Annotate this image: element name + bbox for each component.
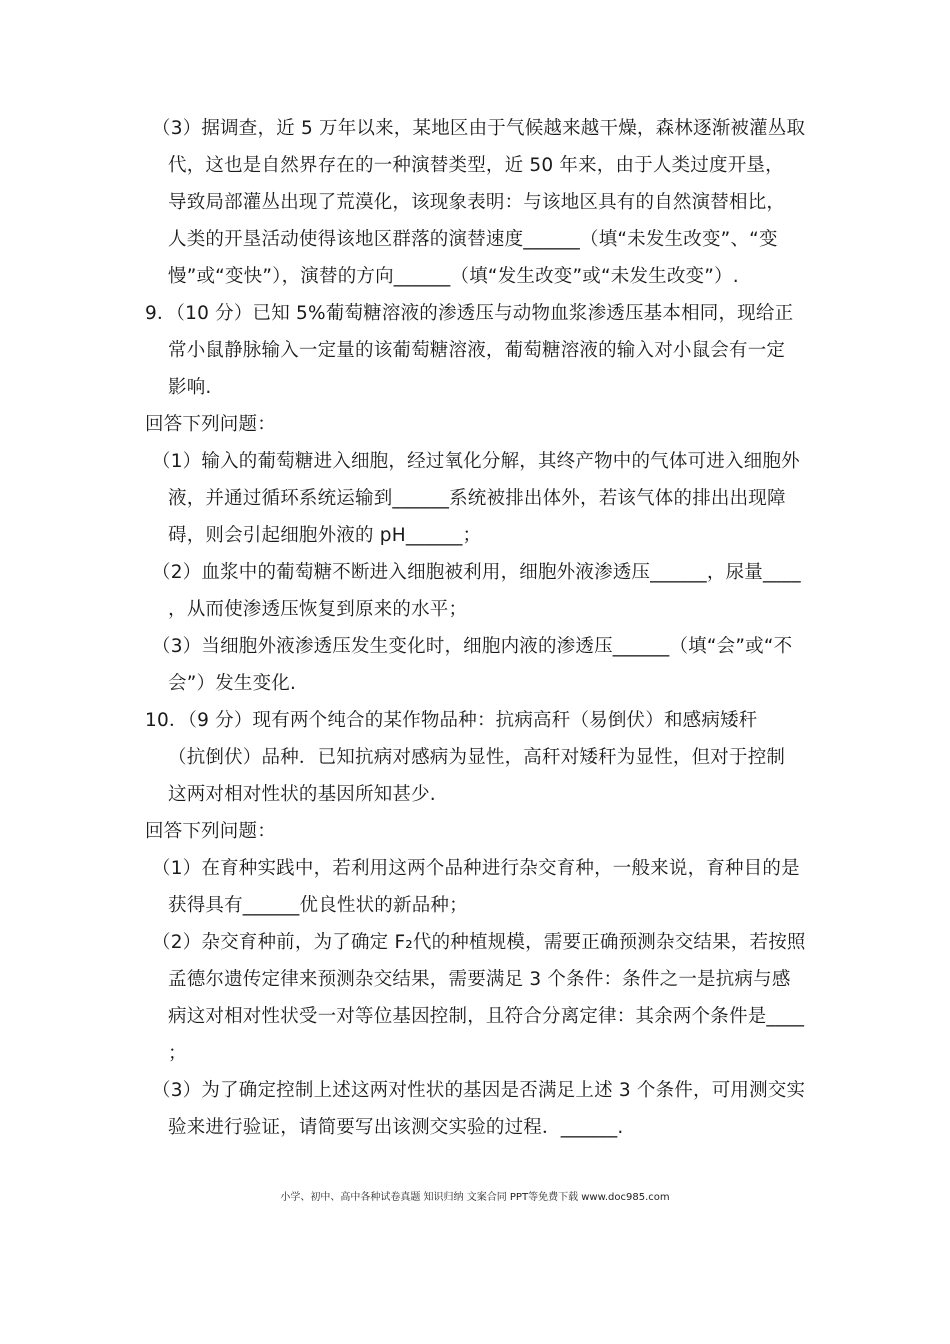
q10-part1-line2: 获得具有______优良性状的新品种； xyxy=(168,895,468,916)
q10-part3-line1: （3）为了确定控制上述这两对性状的基因是否满足上述 3 个条件，可用测交实 xyxy=(152,1080,806,1101)
q10-part2-line3: 病这对相对性状受一对等位基因控制，且符合分离定律：其余两个条件是____ xyxy=(168,1006,805,1027)
q9-part1-line2: 液，并通过循环系统运输到______系统被排出体外，若该气体的排出出现障 xyxy=(168,488,786,509)
q10-part1-line1: （1）在育种实践中，若利用这两个品种进行杂交育种，一般来说，育种目的是 xyxy=(152,858,800,879)
q10-part3-line2: 验来进行验证，请简要写出该测交实验的过程．______. xyxy=(168,1117,624,1138)
q9-answer-prompt: 回答下列问题： xyxy=(145,414,276,435)
q8-part3-line4: 人类的开垦活动使得该地区群落的演替速度______（填“未发生改变”、“变 xyxy=(168,229,778,250)
q8-part3-line1: （3）据调查，近 5 万年以来，某地区由于气候越来越干燥，森林逐渐被灌丛取 xyxy=(152,118,806,139)
q9-part1-line3: 碍，则会引起细胞外液的 pH______； xyxy=(168,525,482,546)
q9-stem-line3: 影响. xyxy=(168,377,212,398)
q10-stem-line3: 这两对相对性状的基因所知甚少. xyxy=(168,784,436,805)
q8-part3-line5: 慢”或“变快”），演替的方向______（填“发生改变”或“未发生改变”）. xyxy=(168,266,739,287)
q10-stem-line2: （抗倒伏）品种．已知抗病对感病为显性，高秆对矮秆为显性，但对于控制 xyxy=(168,747,786,768)
q9-stem-line2: 常小鼠静脉输入一定量的该葡萄糖溶液，葡萄糖溶液的输入对小鼠会有一定 xyxy=(168,340,786,361)
q10-part2-line4: ； xyxy=(168,1043,187,1064)
q9-part2-line2: ，从而使渗透压恢复到原来的水平； xyxy=(168,599,468,620)
q10-stem-line1: 10．（9 分）现有两个纯合的某作物品种：抗病高秆（易倒伏）和感病矮秆 xyxy=(145,710,758,731)
q9-part3-line2: 会”）发生变化. xyxy=(168,673,297,694)
q9-stem-line1: 9．（10 分）已知 5%葡萄糖溶液的渗透压与动物血浆渗透压基本相同，现给正 xyxy=(145,303,794,324)
q8-part3-line2: 代，这也是自然界存在的一种演替类型，近 50 年来，由于人类过度开垦， xyxy=(168,155,784,176)
q9-part3-line1: （3）当细胞外液渗透压发生变化时，细胞内液的渗透压______（填“会”或“不 xyxy=(152,636,793,657)
q9-part1-line1: （1）输入的葡萄糖进入细胞，经过氧化分解，其终产物中的气体可进入细胞外 xyxy=(152,451,800,472)
q10-answer-prompt: 回答下列问题： xyxy=(145,821,276,842)
q9-part2-line1: （2）血浆中的葡萄糖不断进入细胞被利用，细胞外液渗透压______，尿量____ xyxy=(152,562,801,583)
q10-part2-line1: （2）杂交育种前，为了确定 F₂代的种植规模，需要正确预测杂交结果，若按照 xyxy=(152,932,806,953)
q10-part2-line2: 孟德尔遗传定律来预测杂交结果，需要满足 3 个条件：条件之一是抗病与感 xyxy=(168,969,791,990)
page-footer: 小学、初中、高中各种试卷真题 知识归纳 文案合同 PPT等免费下载 www.doc985.com xyxy=(280,1192,670,1203)
q8-part3-line3: 导致局部灌丛出现了荒漠化，该现象表明：与该地区具有的自然演替相比， xyxy=(168,192,786,213)
